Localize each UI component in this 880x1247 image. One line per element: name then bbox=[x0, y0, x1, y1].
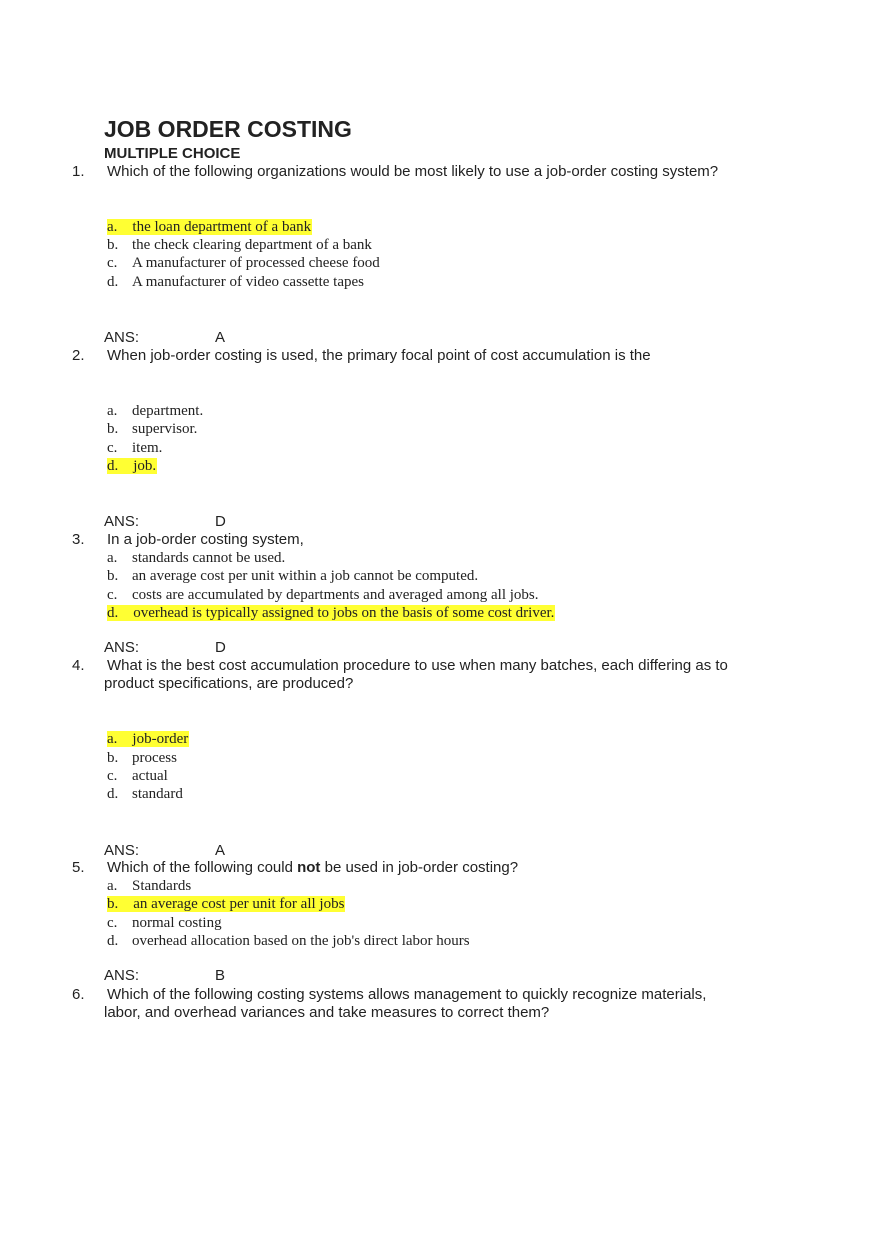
option-d bbox=[107, 274, 507, 292]
option-b bbox=[107, 237, 507, 255]
answer-value: B bbox=[215, 967, 226, 984]
question-number: 6. bbox=[72, 986, 85, 1003]
option-text: normal costing bbox=[132, 915, 222, 931]
option-letter: a. bbox=[107, 403, 118, 419]
question-text-line2: product specifications, are produced? bbox=[104, 675, 354, 692]
option-letter: c. bbox=[107, 587, 118, 603]
option-d bbox=[107, 786, 507, 804]
option-b bbox=[107, 568, 607, 586]
option-c bbox=[107, 587, 607, 605]
option-letter: c. bbox=[107, 768, 118, 784]
option-text: an average cost per unit within a job cannot be computed. bbox=[132, 568, 479, 584]
option-text: the loan department of a bank bbox=[132, 219, 312, 235]
question-number: 1. bbox=[72, 163, 85, 180]
option-text: overhead is typically assigned to jobs on the basis of some cost driver. bbox=[133, 605, 555, 621]
answer-value: A bbox=[215, 842, 226, 859]
option-c bbox=[107, 915, 607, 933]
highlight-mark bbox=[107, 219, 312, 235]
option-letter: b. bbox=[107, 421, 119, 437]
option-letter: c. bbox=[107, 440, 118, 456]
option-a bbox=[107, 878, 607, 896]
option-d bbox=[107, 933, 607, 951]
option-text: Standards bbox=[132, 878, 192, 894]
option-b bbox=[107, 896, 345, 913]
highlight-mark bbox=[107, 731, 189, 747]
answer-value: D bbox=[215, 513, 226, 530]
highlight-mark bbox=[107, 896, 345, 912]
option-letter: b. bbox=[107, 896, 119, 912]
answer-label: ANS: bbox=[104, 967, 140, 984]
option-text: actual bbox=[132, 768, 168, 784]
option-text: standard bbox=[132, 786, 183, 802]
question-text: Which of the following organizations would be most likely to use a job-order costing system? bbox=[107, 163, 719, 180]
option-d bbox=[107, 458, 157, 475]
option-text: job. bbox=[133, 458, 157, 474]
option-text: A manufacturer of video cassette tapes bbox=[132, 274, 364, 290]
section-subtitle: MULTIPLE CHOICE bbox=[104, 145, 241, 162]
question-text: What is the best cost accumulation procedure to use when many batches, each differing as to bbox=[107, 657, 728, 674]
option-letter: b. bbox=[107, 750, 119, 766]
question-number: 4. bbox=[72, 657, 85, 674]
option-text: overhead allocation based on the job's direct labor hours bbox=[132, 933, 470, 949]
option-letter: a. bbox=[107, 219, 118, 235]
option-a bbox=[107, 550, 607, 568]
option-b bbox=[107, 750, 507, 768]
question-text-part: be used in job-order costing? bbox=[320, 859, 519, 876]
option-letter: d. bbox=[107, 786, 119, 802]
option-b bbox=[107, 421, 507, 439]
option-text: A manufacturer of processed cheese food bbox=[132, 255, 380, 271]
option-letter: a. bbox=[107, 731, 118, 747]
question-text: In a job-order costing system, bbox=[107, 531, 304, 548]
option-letter: b. bbox=[107, 568, 119, 584]
option-letter: b. bbox=[107, 237, 119, 253]
option-letter: d. bbox=[107, 458, 119, 474]
option-letter: c. bbox=[107, 915, 118, 931]
question-text-line2: labor, and overhead variances and take measures to correct them? bbox=[104, 1004, 550, 1021]
option-c bbox=[107, 255, 507, 273]
question-number: 2. bbox=[72, 347, 85, 364]
question-text-emphasis: not bbox=[297, 859, 321, 876]
option-text: costs are accumulated by departments and averaged among all jobs. bbox=[132, 587, 539, 603]
highlight-mark bbox=[107, 605, 555, 621]
option-a bbox=[107, 731, 189, 748]
option-a bbox=[107, 219, 312, 236]
answer-label: ANS: bbox=[104, 639, 140, 656]
question-number: 3. bbox=[72, 531, 85, 548]
question-text: Which of the following costing systems allows management to quickly recognize materials, bbox=[107, 986, 707, 1003]
answer-value: D bbox=[215, 639, 226, 656]
option-text: item. bbox=[132, 440, 163, 456]
option-letter: d. bbox=[107, 274, 119, 290]
option-text: department. bbox=[132, 403, 204, 419]
question-text-part: Which of the following could bbox=[107, 859, 298, 876]
option-text: supervisor. bbox=[132, 421, 198, 437]
option-a bbox=[107, 403, 507, 421]
answer-value: A bbox=[215, 329, 226, 346]
question-text: When job-order costing is used, the primary focal point of cost accumulation is the bbox=[107, 347, 651, 364]
option-text: process bbox=[132, 750, 177, 766]
answer-label: ANS: bbox=[104, 329, 140, 346]
option-text: standards cannot be used. bbox=[132, 550, 286, 566]
option-c bbox=[107, 768, 507, 786]
page-title: JOB ORDER COSTING bbox=[104, 116, 352, 142]
question-text bbox=[107, 859, 518, 876]
option-letter: a. bbox=[107, 878, 118, 894]
option-letter: d. bbox=[107, 933, 119, 949]
answer-label: ANS: bbox=[104, 513, 140, 530]
highlight-mark bbox=[107, 458, 157, 474]
option-letter: a. bbox=[107, 550, 118, 566]
option-c bbox=[107, 440, 507, 458]
answer-label: ANS: bbox=[104, 842, 140, 859]
question-number: 5. bbox=[72, 859, 85, 876]
option-d bbox=[107, 605, 555, 622]
option-text: job-order bbox=[132, 731, 189, 747]
option-letter: c. bbox=[107, 255, 118, 271]
option-text: the check clearing department of a bank bbox=[132, 237, 372, 253]
option-letter: d. bbox=[107, 605, 119, 621]
option-text: an average cost per unit for all jobs bbox=[133, 896, 345, 912]
